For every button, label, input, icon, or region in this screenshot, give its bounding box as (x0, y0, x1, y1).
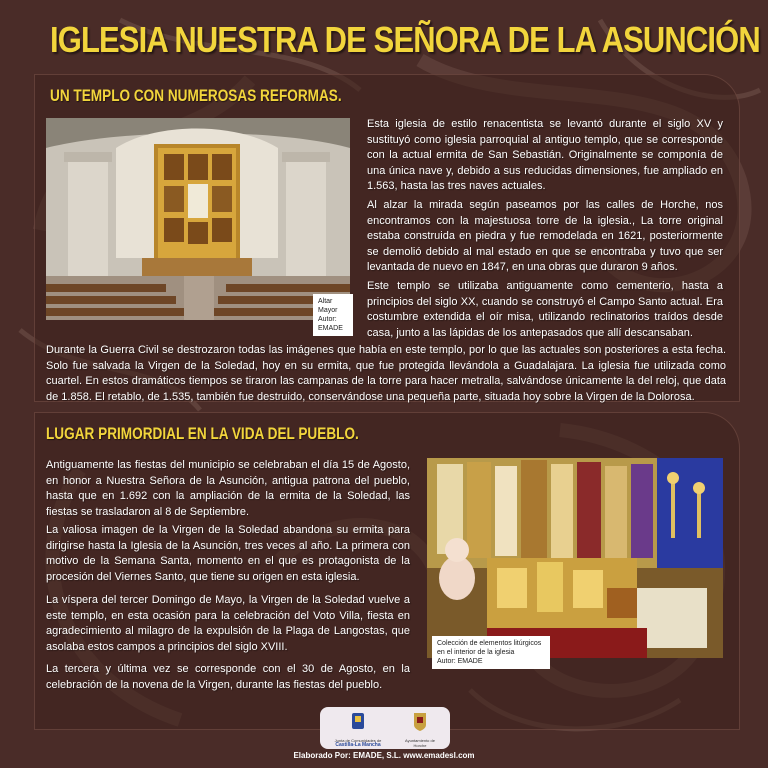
logo-left-line1: Junta de Comunidades de (334, 738, 382, 743)
paragraph-novena: La tercera y última vez se corresponde con el 30 de Agosto, en la celebración de la novena de la Virgen, durante las fiestas del pueblo. (46, 663, 410, 691)
paragraph-origen: Esta iglesia de estilo renacentista se levantó durante el siglo XV y sustituyó como iglesia parroquial al antiguo templo, que se corresponde con la actual ermita de San Sebastián. Originalmente se componía de una única nave y, debido a sus reducidas dimensiones, fue ampliado en 1.563, hasta las tres naves actuales. (367, 118, 723, 192)
section-heading-vida-pueblo: LUGAR PRIMORDIAL EN LA VIDA DEL PUEBLO. (46, 424, 359, 443)
paragraph-torre: Al alzar la mirada según paseamos por las calles de Horche, nos encontramos con la majestuosa torre de la iglesia., La torre original estaba construida en piedra y fue remodelada en 1621, posteriormente se demolió debido al mal estado en que se encontraba y tuvo que ser levantada de nuevo en 1847, en una obras que duraron 9 años. (367, 199, 723, 273)
photo-caption-title: Altar Mayor (318, 298, 338, 314)
liturgical-collection-photo (427, 458, 723, 658)
shield-icon (330, 711, 386, 733)
logo-left-line2: Castilla-La Mancha (335, 742, 381, 748)
castilla-la-mancha-logo (330, 711, 386, 747)
photo-caption-author: Autor: EMADE (318, 316, 343, 332)
paragraph-voto-villa: La víspera del tercer Domingo de Mayo, la Virgen de la Soledad vuelve a este templo, en esta ocasión para la celebración del Voto Villa, fiesta en agradecimiento al milagro de la expulsión de la Plaga de Langostas, que asolaba estos campos a principios del siglo XVIII. (46, 594, 410, 653)
altar-photo-caption (313, 294, 353, 336)
paragraph-fiestas: Antiguamente las fiestas del municipio se celebraban el día 15 de Agosto, en honor a Nuestra Señora de la Asunción, antigua patrona del pueblo, hasta que en 1.692 con la ampliación de la ermita de la Soledad, las fiestas se trasladaron al 8 de Septiembre. (46, 459, 410, 518)
coat-of-arms-icon (400, 711, 440, 733)
footer-credits: Elaborado Por: EMADE, S.L. www.emadesl.com (293, 751, 475, 760)
paragraph-cementerio: Este templo se utilizaba antiguamente como cementerio, hasta a principios del siglo XX, cuando se construyó el Campo Santo actual. Era costumbre extendida el oír misa, utilizando reclinatorios traídos desde casa, junto a las lápidas de los antepasados que allí descansaban. (367, 280, 723, 339)
paragraph-virgen-soledad: La valiosa imagen de la Virgen de la Soledad abandona su ermita para dirigirse hasta la Iglesia de la Asunción, tres veces al año. La primera con motivo de la Semana Santa, momento en el que es protagonista de la procesión del Viernes Santo, que tiene su origen en esta iglesia. (46, 524, 410, 583)
liturgical-image (427, 458, 723, 658)
page-title: IGLESIA NUESTRA DE SEÑORA DE LA ASUNCIÓN (50, 19, 760, 60)
altar-photo (46, 118, 350, 320)
logo-right-line1: Ayuntamiento de (405, 738, 435, 743)
logo-right-line2: Horche (413, 743, 427, 748)
liturgical-photo-caption (432, 636, 550, 669)
sponsor-logos (320, 707, 450, 749)
photo-caption-title: Colección de elementos litúrgicos en el interior de la iglesia (437, 640, 542, 656)
altar-image (46, 118, 350, 320)
paragraph-guerra-civil: Durante la Guerra Civil se destrozaron todas las imágenes que había en este templo, por lo que las actuales son posteriores a esta fecha. Solo fue salvada la Virgen de la Soledad, hoy en su ermita, que fue protegida llevándola a Guadalajara. La iglesia fue utilizada como cuartel. En estos dramáticos tiempos se tiraron las campanas de la torre para hacer metralla, salvándose únicamente la del reloj, que data de 1.858. El retablo, de 1.535, también fue destruido, conservándose una pequeña parte, situada hoy sobre la Virgen de la Dolorosa. (46, 344, 726, 403)
photo-caption-author: Autor: EMADE (437, 658, 483, 665)
ayuntamiento-horche-logo (400, 711, 440, 747)
section-heading-reformas: UN TEMPLO CON NUMEROSAS REFORMAS. (50, 86, 342, 105)
